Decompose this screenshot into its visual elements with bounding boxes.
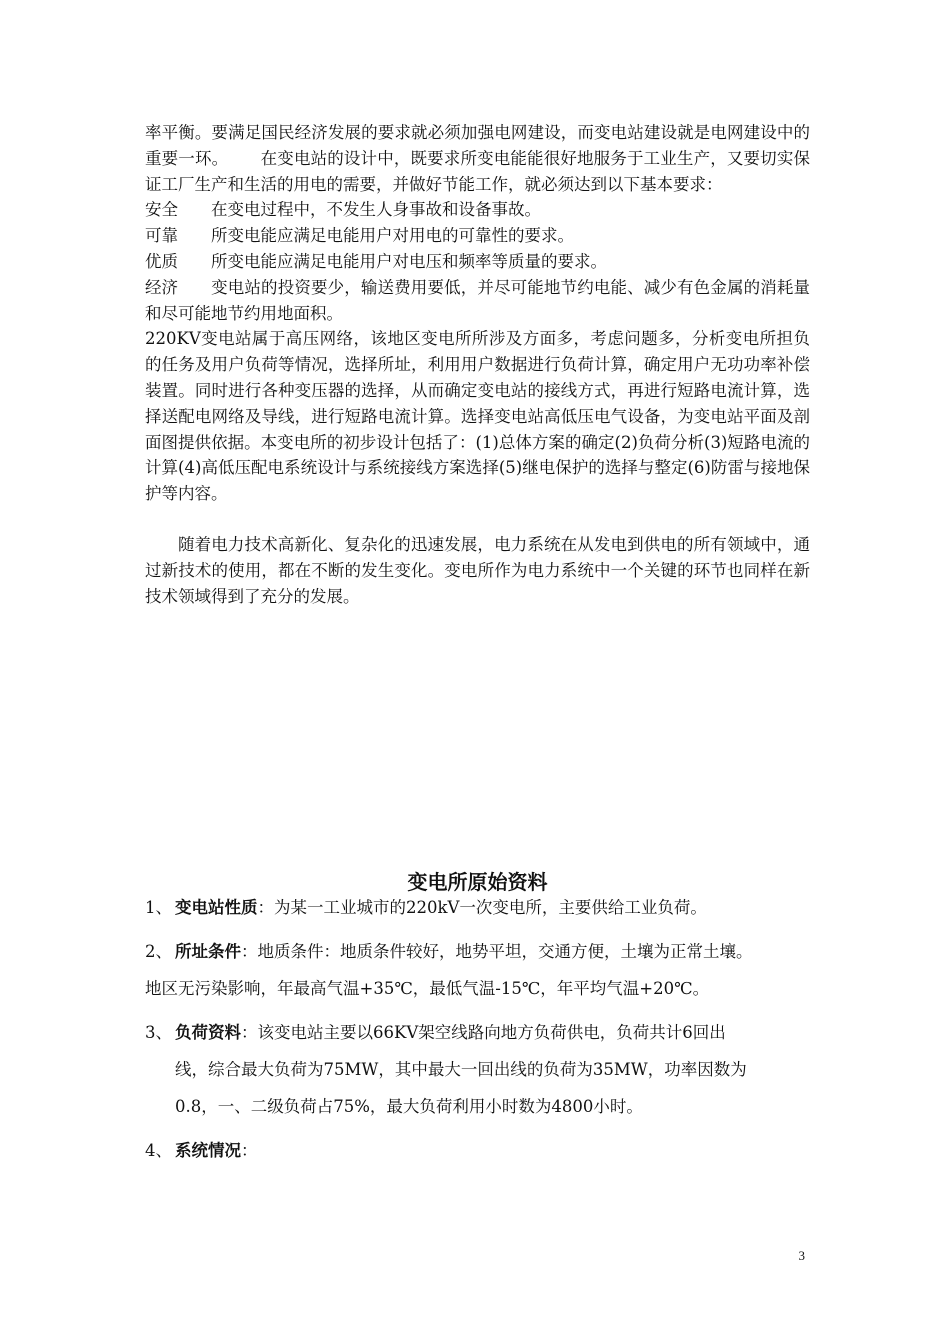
item-label: 变电站性质: [175, 898, 258, 917]
list-item: [145, 1136, 810, 1173]
item-text: 线，综合最大负荷为75MW，其中最大一回出线的负荷为35MW，功率因数为: [175, 1060, 747, 1079]
requirement-desc: 所变电能应满足电能用户对用电的可靠性的要求。: [211, 226, 574, 246]
numbered-list: [145, 893, 810, 1180]
list-item: [145, 1018, 810, 1129]
list-item: [145, 893, 810, 930]
page-number: 3: [798, 1248, 805, 1263]
item-number: 1、: [145, 898, 172, 917]
requirement-quality: [145, 249, 810, 275]
item-separator: ：: [241, 942, 258, 961]
requirement-economy: [145, 275, 810, 327]
requirement-term: 优质: [145, 251, 178, 271]
item-text: 0.8，一、二级负荷占75%，最大负荷利用小时数为4800小时。: [175, 1097, 643, 1116]
intro-paragraph: 率平衡。要满足国民经济发展的要求就必须加强电网建设，而变电站建设就是电网建设中的重要一环。 在变电站的设计中，既要求所变电能能很好地服务于工业生产，又要切实保证工厂生产和生活的用电的需要，并做好节能工作，就必须达到以下基本要求：: [145, 123, 810, 194]
item-label: 系统情况: [175, 1141, 241, 1160]
substation-220kv-paragraph: 220KV变电站属于高压网络，该地区变电所所涉及方面多，考虑问题多，分析变电所担负的任务及用户负荷等情况，选择所址，利用用户数据进行负荷计算，确定用户无功功率补偿装置。同时进行各种变压器的选择，从而确定变电站的接线方式，再进行短路电流计算，选择送配电网络及导线，进行短路电流计算。选择变电站高低压电气设备，为变电站平面及剖面图提供依据。本变电所的初步设计包括了：(1)总体方案的确定(2)负荷分析(3)短路电流的计算(4)高低压配电系统设计与系统接线方案选择(5)继电保护的选择与整定(6)防雷与接地保护等内容。: [145, 329, 810, 504]
body-text: [145, 120, 810, 609]
item-label: 所址条件: [175, 942, 241, 961]
item-text: 为某一工业城市的220kV一次变电所，主要供给工业负荷。: [274, 898, 707, 917]
requirement-desc: 在变电过程中，不发生人身事故和设备事故。: [211, 200, 541, 220]
requirement-term: 经济: [145, 277, 178, 297]
item-number: 4、: [145, 1141, 172, 1160]
item-number: 2、: [145, 942, 172, 961]
item-separator: ：: [241, 1141, 258, 1160]
paragraph-spacer: [145, 507, 810, 532]
list-item: [145, 937, 810, 1011]
requirement-desc: 所变电能应满足电能用户对电压和频率等质量的要求。: [211, 251, 607, 271]
item-number: 3、: [145, 1023, 172, 1042]
item-text: 该变电站主要以66KV架空线路向地方负荷供电，负荷共计6回出: [257, 1023, 726, 1042]
item-separator: ：: [257, 898, 274, 917]
item-separator: ：: [241, 1023, 258, 1042]
item-label: 负荷资料: [175, 1023, 241, 1042]
item-text: 地质条件：地质条件较好，地势平坦，交通方便，土壤为正常土壤。: [257, 942, 753, 961]
requirement-desc: 变电站的投资要少，输送费用要低，并尽可能地节约电能、减少有色金属的消耗量和尽可能地节约用地面积。: [145, 277, 810, 323]
item-text: 地区无污染影响，年最高气温+35℃，最低气温-15℃，年平均气温+20℃。: [145, 979, 710, 998]
requirement-reliability: [145, 223, 810, 249]
requirement-safety: [145, 197, 810, 223]
requirement-term: 安全: [145, 200, 178, 220]
section-title: 变电所原始资料: [407, 870, 548, 894]
development-paragraph: 随着电力技术高新化、复杂化的迅速发展，电力系统在从发电到供电的所有领域中，通过新技术的使用，都在不断的发生变化。变电所作为电力系统中一个关键的环节也同样在新技术领域得到了充分的发展。: [145, 534, 810, 606]
requirement-term: 可靠: [145, 226, 178, 246]
